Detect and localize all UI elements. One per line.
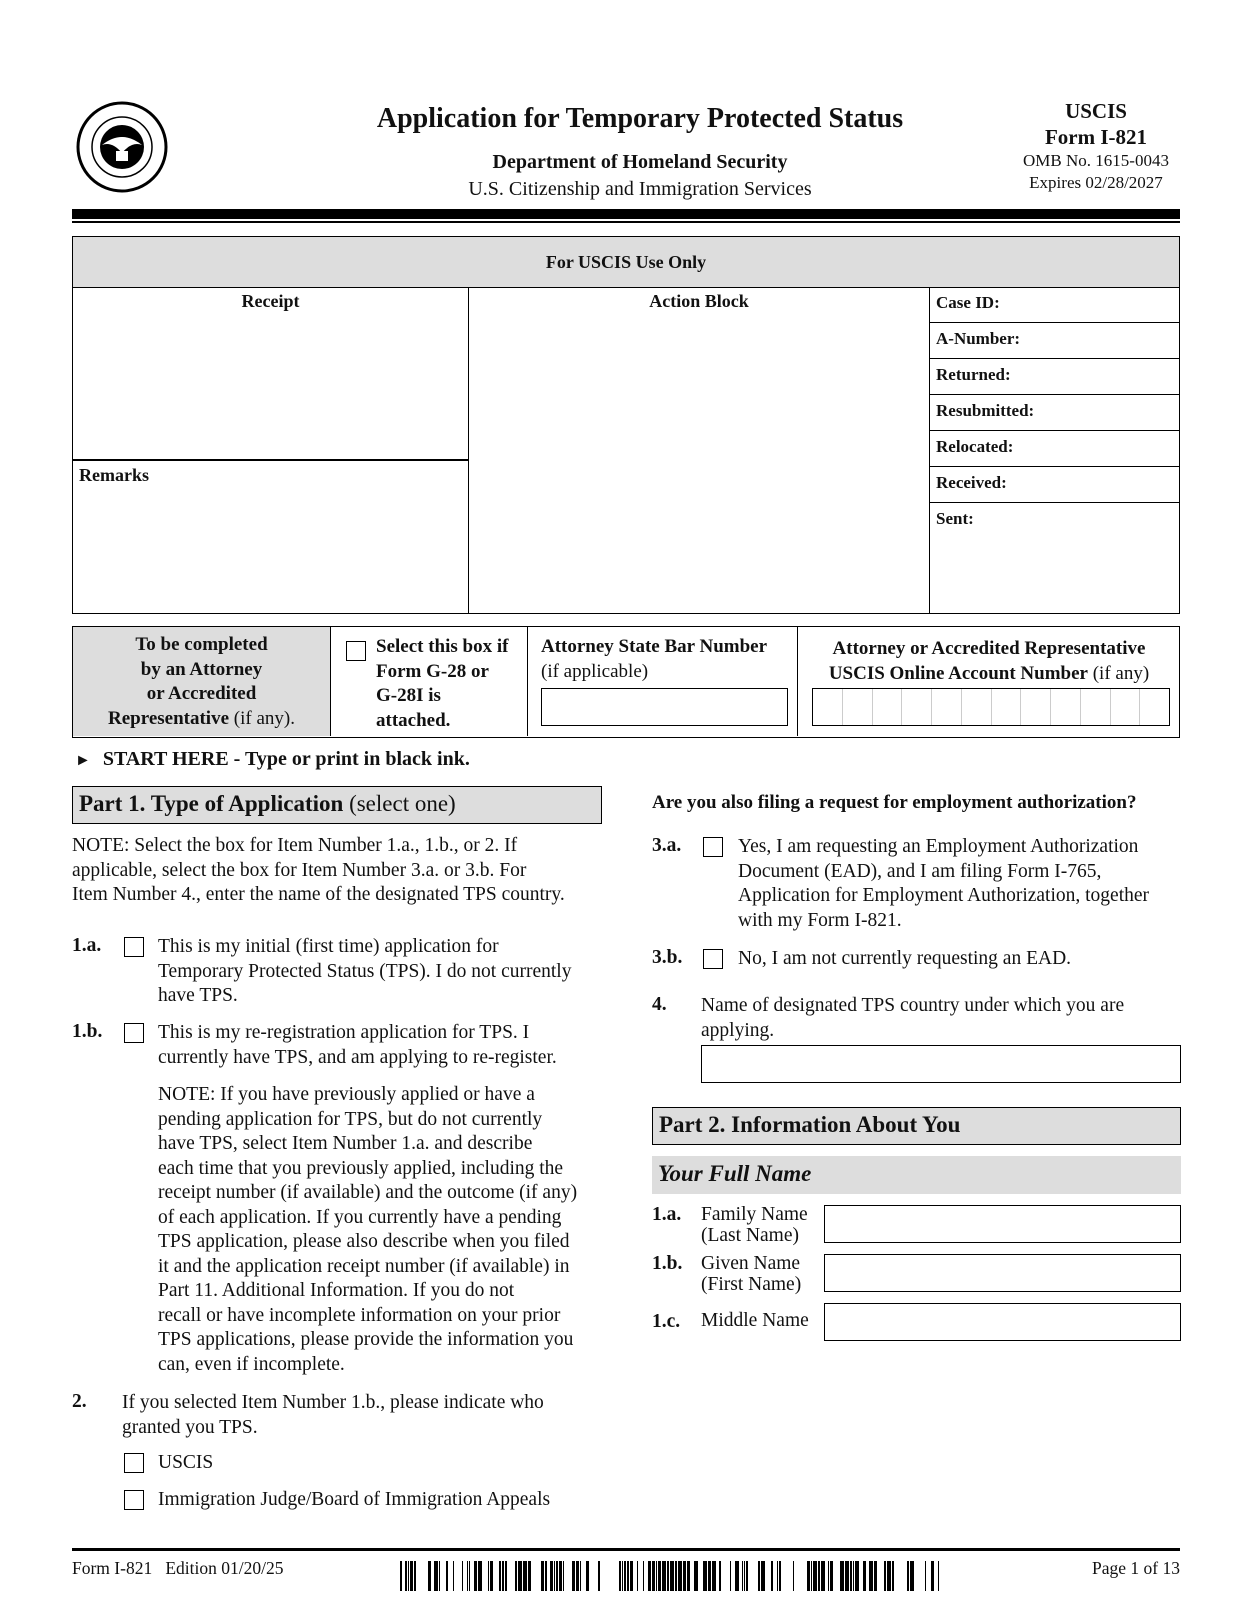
- attorney-instructions-line: To be completed: [135, 634, 268, 655]
- item-1b-note-line: can, even if incomplete.: [158, 1353, 345, 1375]
- dhs-seal-icon: [72, 101, 172, 193]
- attorney-section: [72, 626, 1180, 738]
- received-field: Received:: [930, 467, 1180, 503]
- item-4-line: applying.: [701, 1019, 775, 1041]
- g28-label: G-28I is: [376, 685, 441, 706]
- family-name-label-line: Family Name: [701, 1204, 808, 1225]
- item-3a-text: [738, 835, 1188, 933]
- part1-note-line: Item Number 4., enter the name of the designated TPS country.: [72, 884, 565, 905]
- footer-edition: Edition 01/20/25: [165, 1558, 284, 1578]
- expiration-date: Expires 02/28/2027: [1029, 173, 1163, 192]
- middle-name-number: 1.c.: [652, 1311, 681, 1332]
- action-block-label: Action Block: [649, 291, 749, 311]
- item-1b-note-line: each time that you previously applied, including the: [158, 1157, 564, 1179]
- ead-question: Are you also filing a request for employment authorization?: [652, 792, 1137, 813]
- department-name: Department of Homeland Security: [492, 151, 788, 173]
- form-title: Application for Temporary Protected Status: [376, 103, 904, 134]
- online-account-input[interactable]: [812, 688, 1170, 726]
- footer-rule: [72, 1548, 1180, 1551]
- sent-field: Sent:: [936, 509, 974, 528]
- receipt-area: [73, 287, 469, 613]
- family-name-input[interactable]: [824, 1205, 1181, 1243]
- part1-note: [72, 834, 612, 908]
- full-name-subheader: Your Full Name: [652, 1156, 1181, 1194]
- arrow-right-icon: ►: [75, 752, 91, 769]
- item-1a-text: [158, 935, 608, 1009]
- item-2-text: [122, 1391, 612, 1440]
- middle-name-input[interactable]: [824, 1303, 1181, 1341]
- action-block-area: [469, 287, 930, 613]
- attorney-instructions-line: Representative: [108, 707, 230, 729]
- part1-note-line: NOTE: Select the box for Item Number 1.a., 1.b., or 2. If: [72, 835, 518, 856]
- item-3a-checkbox[interactable]: [703, 837, 723, 857]
- family-name-label: [701, 1204, 808, 1246]
- item-1b-note-line: of each application. If you currently have a pending: [158, 1206, 562, 1228]
- item-1b-note-line: NOTE: If you have previously applied or have a: [158, 1084, 535, 1105]
- item-1b-number: 1.b.: [72, 1021, 103, 1042]
- item-1a-line: Temporary Protected Status (TPS). I do not currently: [158, 960, 572, 982]
- attorney-instructions-line: by an Attorney: [140, 658, 263, 680]
- start-here-text: START HERE - Type or print in black ink.: [102, 748, 470, 770]
- item-1a-line: have TPS.: [158, 985, 238, 1006]
- given-name-input[interactable]: [824, 1254, 1181, 1292]
- given-name-number: 1.b.: [652, 1253, 683, 1274]
- omb-number: OMB No. 1615-0043: [1023, 151, 1169, 170]
- g28-select: [332, 627, 528, 736]
- item-3a-line: Document (EAD), and I am filing Form I-765,: [738, 860, 1102, 882]
- remarks-label: Remarks: [79, 465, 149, 485]
- part1-title-note: (select one): [349, 791, 456, 816]
- receipt-label: Receipt: [241, 291, 300, 311]
- item-1a-number: 1.a.: [72, 935, 102, 956]
- item-3a-number: 3.a.: [652, 835, 682, 856]
- item-3a-line: Yes, I am requesting an Employment Authorization: [738, 836, 1139, 857]
- item-1b-note-line: it and the application receipt number (if available) in: [158, 1255, 570, 1277]
- item-1b-note-line: pending application for TPS, but do not currently: [158, 1108, 543, 1130]
- case-fields: [930, 287, 1180, 613]
- returned-field: Returned:: [930, 359, 1180, 395]
- bar-number-note: (if applicable): [541, 660, 649, 682]
- item-3b-checkbox[interactable]: [703, 949, 723, 969]
- item-4-line: Name of designated TPS country under which you are: [701, 995, 1125, 1016]
- item-1b-note-line: Part 11. Additional Information. If you do not: [158, 1280, 515, 1301]
- given-name-label: [701, 1253, 801, 1295]
- case-id-field: Case ID:: [930, 287, 1180, 323]
- footer-form-info: [72, 1558, 283, 1579]
- bar-number-input[interactable]: [541, 688, 788, 726]
- part1-note-line: applicable, select the box for Item Number 3.a. or 3.b. For: [72, 859, 527, 881]
- item-1a-checkbox[interactable]: [124, 937, 144, 957]
- item-2-uscis-label: USCIS: [158, 1452, 214, 1473]
- footer-form-number: Form I-821: [72, 1558, 153, 1578]
- item-2-line: granted you TPS.: [122, 1416, 258, 1438]
- part1-title: Part 1. Type of Application: [79, 791, 344, 816]
- resubmitted-field: Resubmitted:: [930, 395, 1180, 431]
- item-3a-line: Application for Employment Authorization, together: [738, 885, 1150, 906]
- family-name-number: 1.a.: [652, 1204, 682, 1225]
- attorney-instructions-note: (if any).: [233, 707, 295, 729]
- item-1b-text: [158, 1021, 608, 1070]
- item-1b-line: currently have TPS, and am applying to re-register.: [158, 1046, 557, 1068]
- item-1b-note-line: recall or have incomplete information on your prior: [158, 1304, 561, 1326]
- bar-number-label: Attorney State Bar Number: [541, 636, 768, 657]
- item-1b-note-line: TPS applications, please provide the information you: [158, 1329, 574, 1350]
- a-number-field: A-Number:: [930, 323, 1180, 359]
- item-4-number: 4.: [652, 994, 667, 1015]
- item-4-text: [701, 994, 1181, 1043]
- part2-header: Part 2. Information About You: [652, 1107, 1181, 1145]
- item-1a-line: This is my initial (first time) application for: [158, 936, 499, 957]
- given-name-label-line: (First Name): [701, 1274, 802, 1295]
- uscis-use-only-box: [72, 236, 1180, 614]
- attorney-instructions: [73, 627, 331, 736]
- item-2-ij-checkbox[interactable]: [124, 1490, 144, 1510]
- g28-label: Select this box if: [376, 636, 509, 657]
- given-name-label-line: Given Name: [701, 1253, 801, 1274]
- part1-header: [72, 786, 602, 824]
- item-1b-note-line: TPS application, please also describe when you filed: [158, 1231, 570, 1252]
- item-2-line: If you selected Item Number 1.b., please indicate who: [122, 1392, 544, 1413]
- item-2-uscis-checkbox[interactable]: [124, 1453, 144, 1473]
- family-name-label-line: (Last Name): [701, 1225, 799, 1246]
- online-account-label: USCIS Online Account Number: [828, 662, 1088, 684]
- barcode-icon: [400, 1561, 940, 1591]
- remarks-divider: [73, 459, 468, 461]
- header-rule-thick: [72, 209, 1180, 219]
- form-identifier: [996, 98, 1196, 194]
- attorney-instructions-line: or Accredited: [146, 683, 257, 704]
- g28-checkbox[interactable]: [346, 641, 366, 661]
- relocated-field: Relocated:: [930, 431, 1180, 467]
- online-account-note: (if any): [1092, 662, 1150, 684]
- middle-name-label: Middle Name: [701, 1310, 809, 1331]
- item-2-number: 2.: [72, 1391, 87, 1412]
- agency-short: USCIS: [1065, 99, 1127, 123]
- g28-label: attached.: [376, 709, 451, 731]
- item-1b-note: [158, 1083, 608, 1377]
- form-number: Form I-821: [1044, 125, 1148, 149]
- item-1b-line: This is my re-registration application for TPS. I: [158, 1022, 530, 1043]
- item-3b-text: No, I am not currently requesting an EAD.: [738, 948, 1072, 969]
- tps-country-input[interactable]: [701, 1045, 1181, 1083]
- item-1b-note-line: have TPS, select Item Number 1.a. and describe: [158, 1133, 533, 1154]
- bar-number-section: [529, 627, 798, 736]
- header-rule-thin: [72, 221, 1180, 223]
- online-account-label: Attorney or Accredited Representative: [832, 638, 1146, 659]
- start-here: [75, 748, 470, 771]
- item-1b-note-line: receipt number (if available) and the outcome (if any): [158, 1182, 578, 1203]
- item-3a-line: with my Form I-821.: [738, 909, 902, 931]
- item-1b-checkbox[interactable]: [124, 1023, 144, 1043]
- g28-label: Form G-28 or: [376, 660, 489, 682]
- item-2-ij-label: Immigration Judge/Board of Immigration Appeals: [158, 1489, 551, 1510]
- online-account-section: [799, 627, 1179, 736]
- uscis-use-only-heading: For USCIS Use Only: [73, 237, 1179, 288]
- footer-page-number: Page 1 of 13: [1092, 1558, 1180, 1578]
- agency-name: U.S. Citizenship and Immigration Services: [468, 178, 812, 200]
- item-3b-number: 3.b.: [652, 947, 683, 968]
